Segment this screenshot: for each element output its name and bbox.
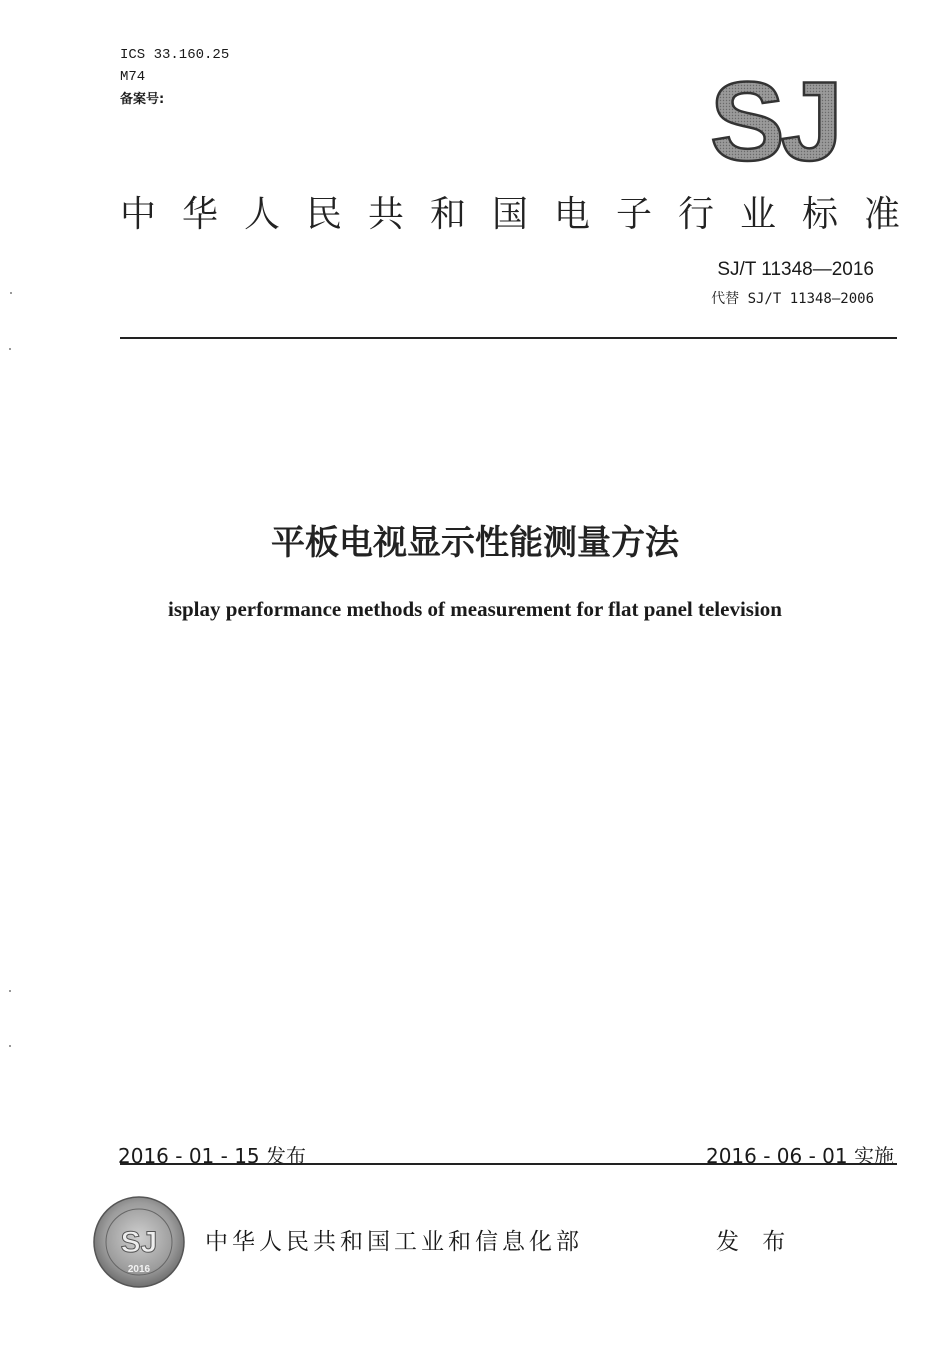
- issue-date: 2016 - 01 - 15 发布: [118, 1144, 307, 1168]
- replaces-code: 代替 SJ/T 11348—2006: [711, 291, 874, 307]
- org-title: 中华人民共和国电子行业标准: [120, 194, 927, 235]
- title-english: isplay performance methods of measurement for flat panel television: [168, 597, 782, 621]
- standard-code: SJ/T 11348—2016: [717, 259, 874, 280]
- seal-emblem-text: SJ: [120, 1226, 158, 1259]
- filing-number-label: 备案号:: [120, 92, 165, 107]
- footer-divider: [120, 1163, 897, 1165]
- publisher-name: 中华人民共和国工业和信息化部: [205, 1229, 583, 1255]
- scan-speck: [9, 990, 11, 992]
- title-chinese: 平板电视显示性能测量方法: [271, 523, 679, 563]
- ministry-seal: [93, 1196, 185, 1288]
- header-divider: [120, 337, 897, 339]
- ics-code: ICS 33.160.25: [120, 47, 230, 63]
- implementation-date: 2016 - 06 - 01 实施: [705, 1144, 894, 1168]
- sj-logo: [710, 72, 855, 167]
- sj-logo-text: SJ: [710, 72, 839, 167]
- scan-speck: [10, 292, 12, 294]
- seal-year: 2016: [127, 1264, 151, 1275]
- ccs-code: M74: [120, 69, 146, 85]
- publish-label: 发 布: [716, 1229, 794, 1255]
- scan-speck: [9, 1045, 11, 1047]
- scan-speck: [9, 348, 11, 350]
